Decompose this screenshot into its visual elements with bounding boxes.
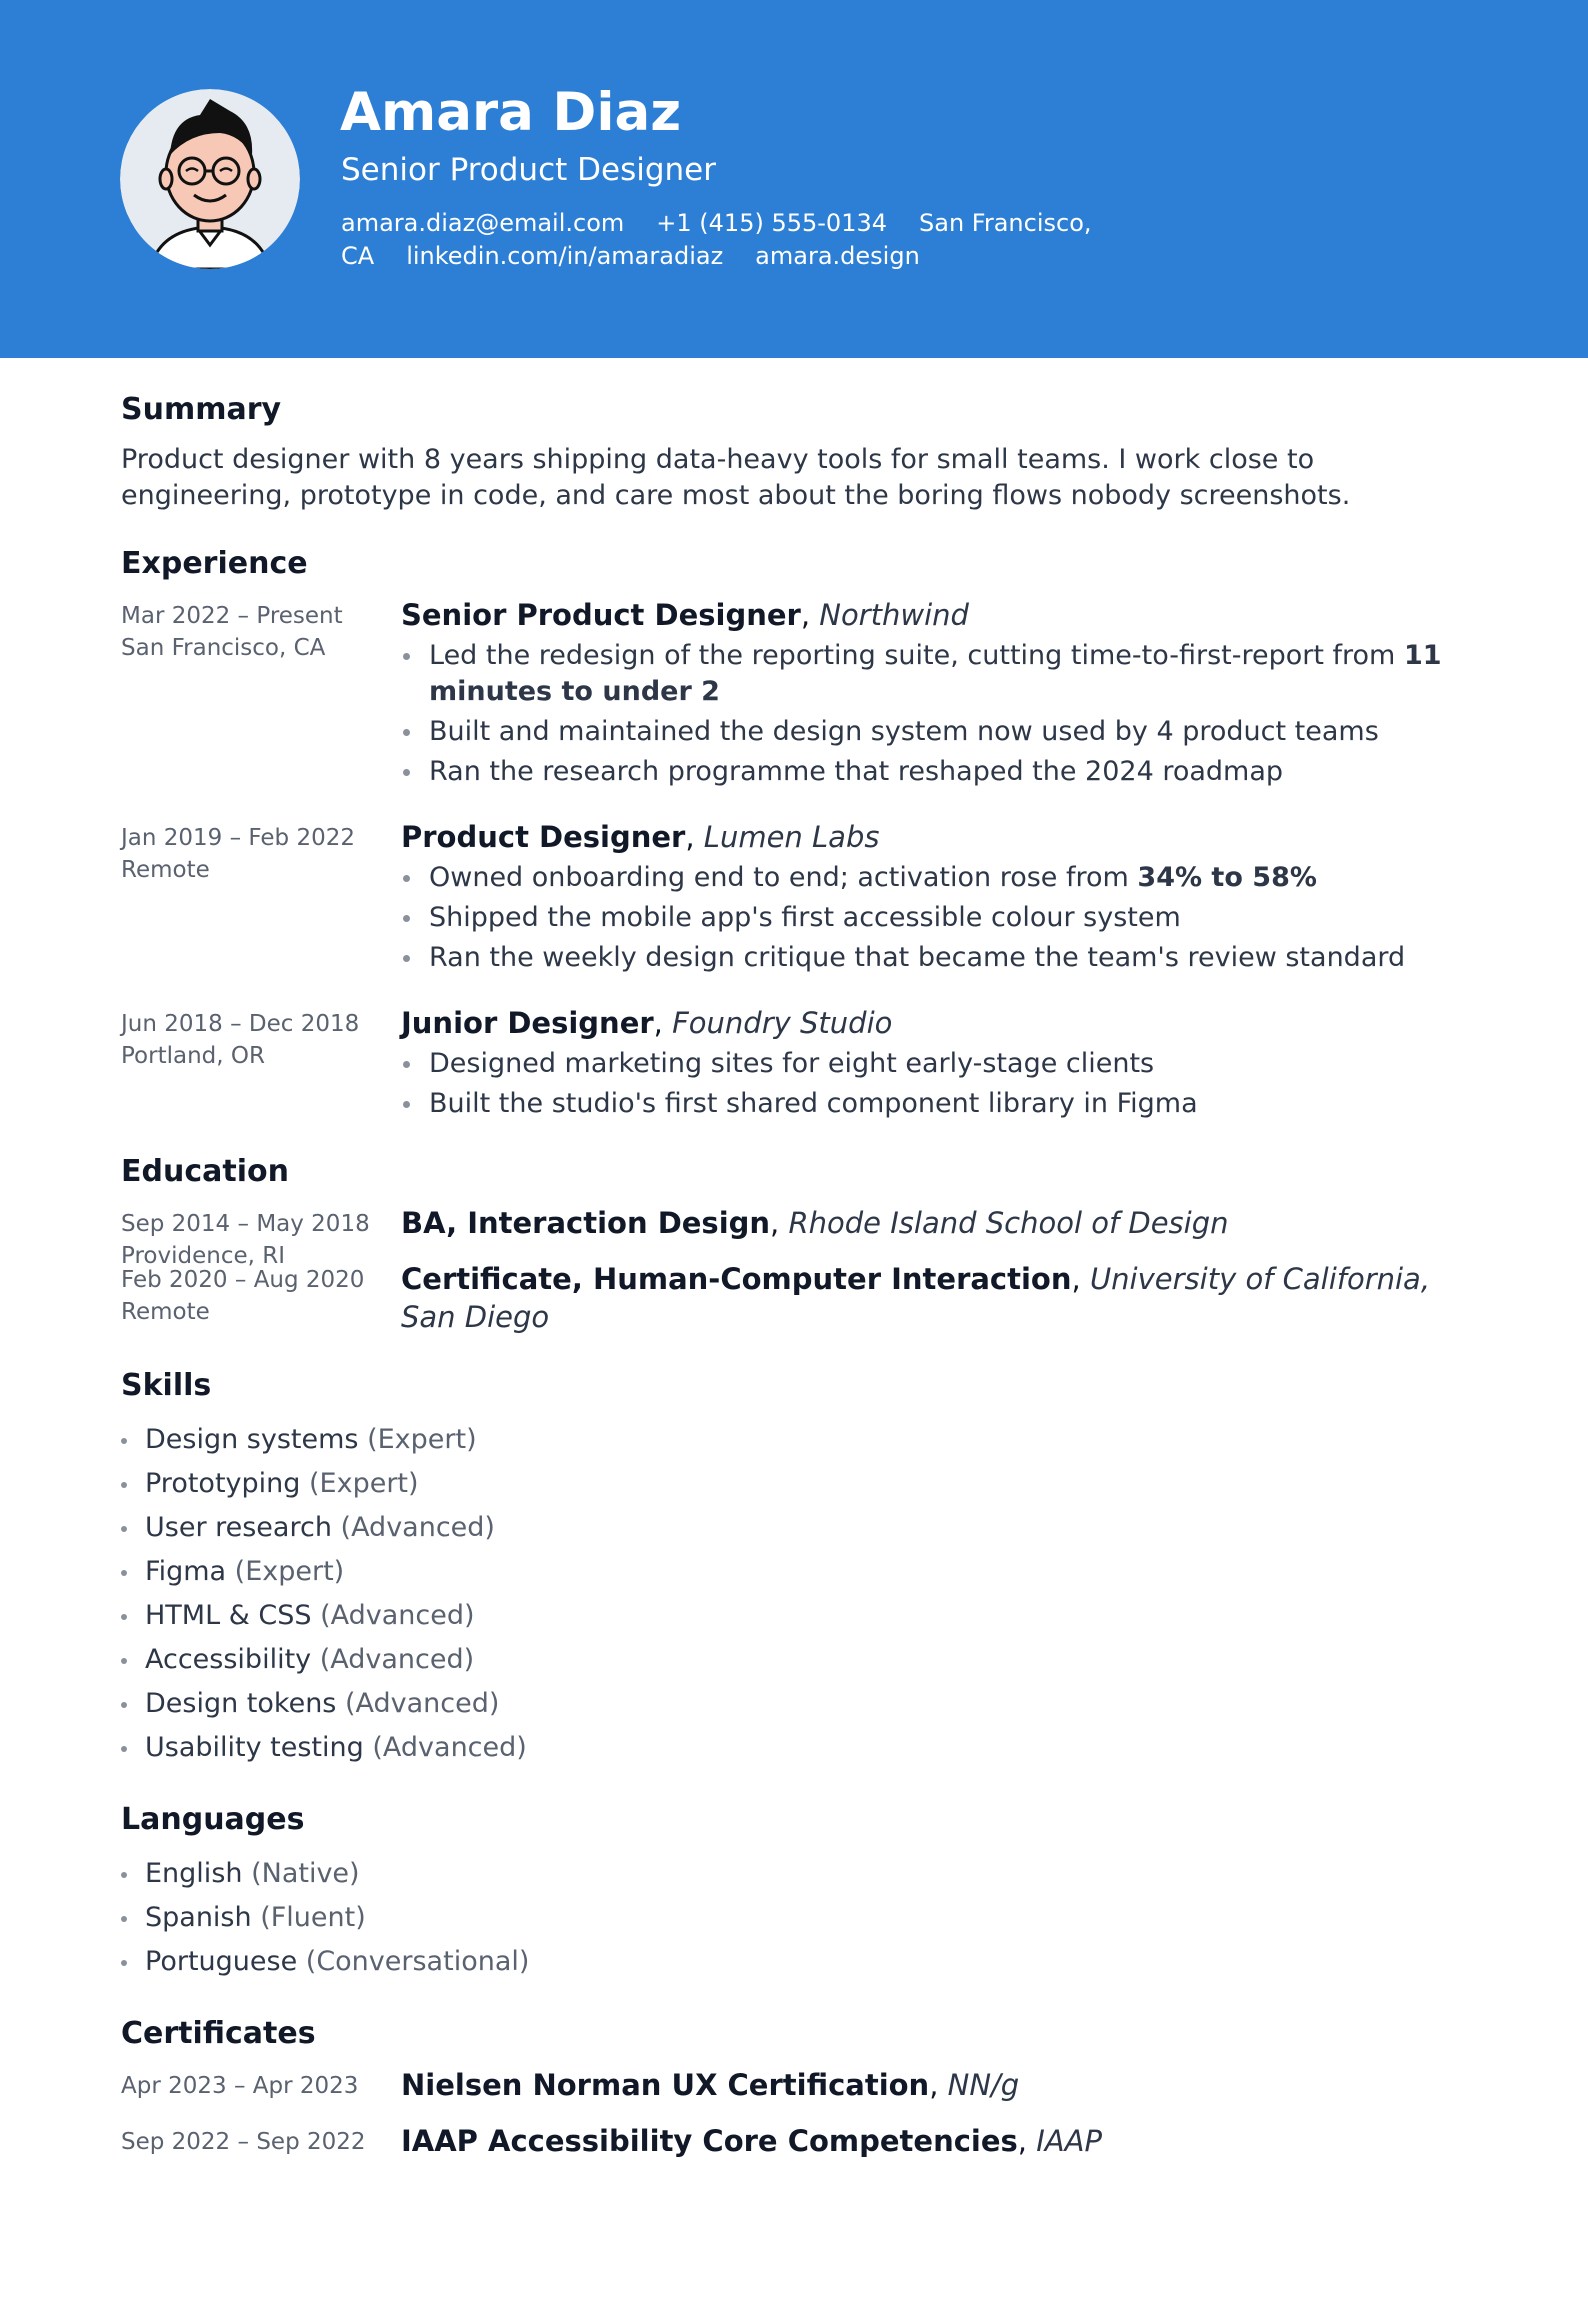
languages-list [121,1852,1481,1984]
resume-body [121,388,1481,2188]
list-item: Portuguese (Conversational) [121,1940,1481,1984]
list-item: Owned onboarding end to end; activation rose from 34% to 58% [401,860,1481,896]
experience-section [121,542,1481,1122]
entry-heading: BA, Interaction Design, Rhode Island School of Design [401,1206,1229,1240]
entry-degree: Certificate, Human-Computer Interaction [401,1262,1072,1296]
contact-phone[interactable]: +1 (415) 555-0134 [656,209,887,237]
entry-location: Remote [121,857,210,883]
experience-entry [121,596,1481,790]
entry-heading: Certificate, Human-Computer Interaction, University of California, San Diego [401,1262,1431,1334]
summary-section [121,388,1481,514]
contact-line [341,207,1131,273]
entry-bullets [401,1046,1481,1122]
entry-location: Remote [121,1299,210,1325]
entry-school: University of California, San Diego [401,1262,1431,1334]
entry-location: San Francisco, CA [121,635,326,661]
section-title-certificates: Certificates [121,2016,316,2051]
contact-website[interactable]: amara.design [755,242,920,270]
section-title-languages: Languages [121,1802,305,1837]
resume-header [0,0,1588,358]
certificate-issuer: NN/g [947,2068,1020,2102]
section-title-education: Education [121,1154,289,1189]
entry-heading: Nielsen Norman UX Certification, NN/g [401,2068,1020,2102]
list-item: User research (Advanced) [121,1506,1481,1550]
entry-dates: Jun 2018 – Dec 2018 [121,1011,360,1037]
certificate-name: IAAP Accessibility Core Competencies [401,2124,1018,2158]
entry-heading: Senior Product Designer, Northwind [401,598,969,632]
entry-dates: Apr 2023 – Apr 2023 [121,2073,359,2099]
candidate-name: Amara Diaz [340,82,682,143]
education-entry [121,1260,1481,1336]
list-item: English (Native) [121,1852,1481,1896]
entry-heading: Product Designer, Lumen Labs [401,820,880,854]
section-title-skills: Skills [121,1368,212,1403]
entry-dates: Sep 2022 – Sep 2022 [121,2129,366,2155]
list-item: Design systems (Expert) [121,1418,1481,1462]
list-item: Led the redesign of the reporting suite, cutting time-to-first-report from 11 minutes to under 2 [401,638,1481,710]
list-item: Design tokens (Advanced) [121,1682,1481,1726]
entry-heading: Junior Designer, Foundry Studio [401,1006,893,1040]
list-item: HTML & CSS (Advanced) [121,1594,1481,1638]
list-item: Ran the research programme that reshaped the 2024 roadmap [401,754,1481,790]
entry-role: Product Designer [401,820,686,854]
languages-section [121,1798,1481,1984]
entry-company: Northwind [819,598,969,632]
entry-meta [121,1008,391,1072]
section-title-summary: Summary [121,392,282,427]
list-item: Built and maintained the design system now used by 4 product teams [401,714,1481,750]
entry-dates: Feb 2020 – Aug 2020 [121,1267,365,1293]
section-title-experience: Experience [121,546,308,581]
contact-location: San Francisco, CA [341,209,1092,270]
list-item: Spanish (Fluent) [121,1896,1481,1940]
list-item: Shipped the mobile app's first accessible colour system [401,900,1481,936]
entry-heading: IAAP Accessibility Core Competencies, IAAP [401,2124,1102,2158]
entry-bullets [401,638,1481,790]
list-item: Usability testing (Advanced) [121,1726,1481,1770]
skills-section [121,1364,1481,1770]
cartoon-avatar-icon [120,89,300,269]
entry-location: Providence, RI [121,1243,285,1269]
certificate-entry [121,2122,1481,2160]
summary-text: Product designer with 8 years shipping data-heavy tools for small teams. I work close to engineering, prototype in code, and care most about the boring flows nobody screenshots. [121,444,1351,511]
entry-meta [121,600,391,664]
entry-dates: Jan 2019 – Feb 2022 [121,825,355,851]
entry-degree: BA, Interaction Design [401,1206,771,1240]
certificate-name: Nielsen Norman UX Certification [401,2068,930,2102]
list-item: Prototyping (Expert) [121,1462,1481,1506]
entry-company: Foundry Studio [672,1006,893,1040]
entry-company: Lumen Labs [703,820,880,854]
entry-dates: Mar 2022 – Present [121,603,343,629]
experience-entry [121,1004,1481,1122]
contact-linkedin[interactable]: linkedin.com/in/amaradiaz [406,242,724,270]
entry-role: Senior Product Designer [401,598,801,632]
certificate-entry [121,2066,1481,2104]
skills-list [121,1418,1481,1770]
entry-location: Portland, OR [121,1043,265,1069]
certificates-section [121,2012,1481,2160]
candidate-role: Senior Product Designer [341,152,716,188]
contact-email[interactable]: amara.diaz@email.com [341,209,625,237]
entry-dates: Sep 2014 – May 2018 [121,1211,370,1237]
entry-meta [121,822,391,886]
entry-role: Junior Designer [401,1006,654,1040]
list-item: Designed marketing sites for eight early-stage clients [401,1046,1481,1082]
entry-bullets [401,860,1481,976]
list-item: Figma (Expert) [121,1550,1481,1594]
list-item: Accessibility (Advanced) [121,1638,1481,1682]
certificate-issuer: IAAP [1036,2124,1102,2158]
education-section [121,1150,1481,1336]
entry-school: Rhode Island School of Design [788,1206,1229,1240]
experience-entry [121,818,1481,976]
education-entry [121,1204,1481,1269]
list-item: Ran the weekly design critique that became the team's review standard [401,940,1481,976]
entry-meta [121,1264,391,1328]
list-item: Built the studio's first shared component library in Figma [401,1086,1481,1122]
